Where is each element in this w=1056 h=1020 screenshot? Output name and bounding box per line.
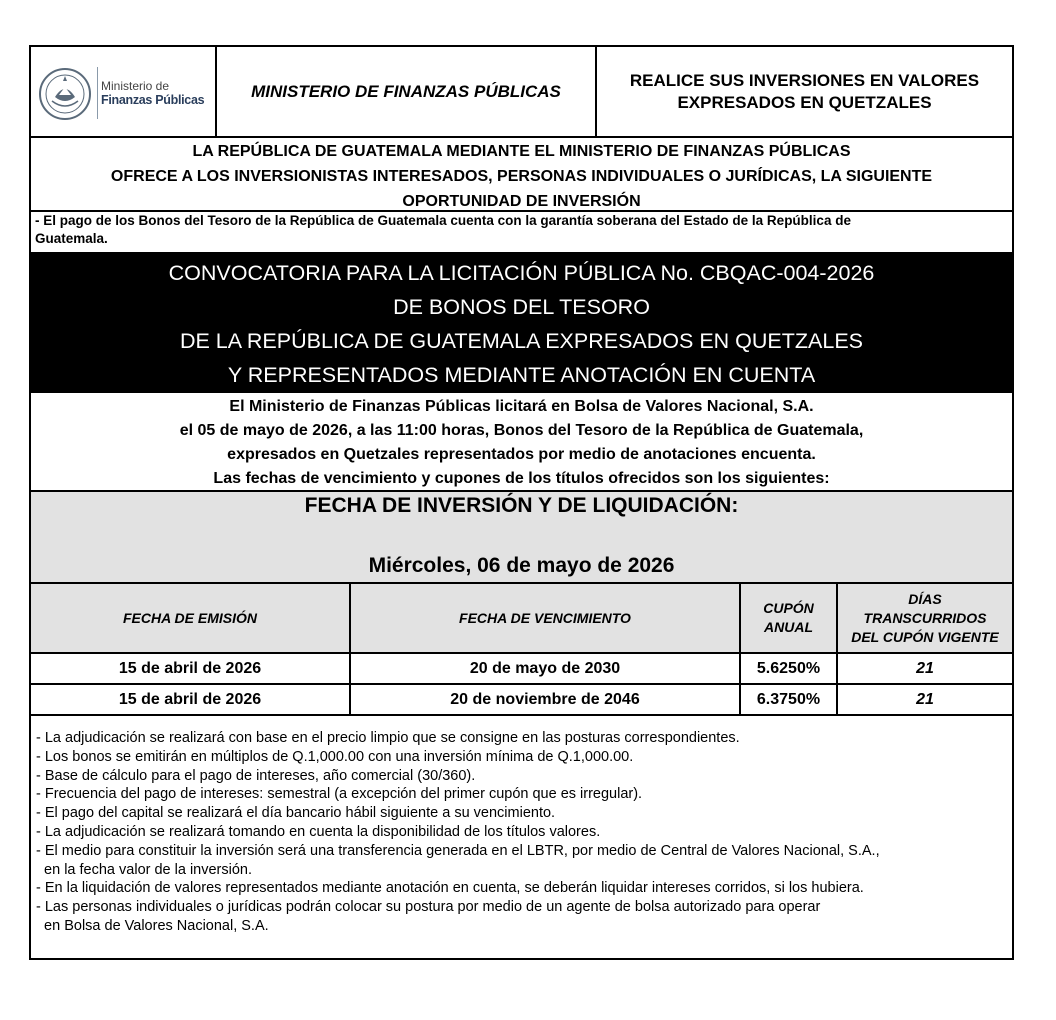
logo-line-1: Ministerio de [101,79,170,93]
header-days-line-3: DEL CUPÓN VIGENTE [851,628,999,645]
row1-coupon: 5.6250% [756,659,821,677]
header-days-line-2: TRANSCURRIDOS [863,609,987,626]
settlement-title: FECHA DE INVERSIÓN Y DE LIQUIDACIÓN: [304,494,739,517]
description-line-1: El Ministerio de Finanzas Públicas licitará en Bolsa de Valores Nacional, S.A. [229,398,814,415]
note-item: - Frecuencia del pago de intereses: semestral (a excepción del primer cupón que es irregular). [36,786,643,803]
note-item: - Las personas individuales o jurídicas podrán colocar su postura por medio de un agente de bolsa autorizado para operar [36,899,821,916]
guarantee-line-1: - El pago de los Bonos del Tesoro de la República de Guatemala cuenta con la garantía soberana del Estado de la República de [35,213,851,228]
note-item: - Los bonos se emitirán en múltiplos de Q.1,000.00 con una inversión mínima de Q.1,000.00. [36,748,634,765]
intro-line-3: OPORTUNIDAD DE INVERSIÓN [402,193,641,210]
description-line-4: Las fechas de vencimiento y cupones de los títulos ofrecidos son los siguientes: [213,470,830,487]
tagline [597,47,1012,136]
coat-of-arms-icon [38,67,92,121]
convocatoria-line-4: Y REPRESENTADOS MEDIANTE ANOTACIÓN EN CUENTA [227,363,816,387]
ministry-title: MINISTERIO DE FINANZAS PÚBLICAS [251,81,561,101]
note-item: - La adjudicación se realizará con base en el precio limpio que se consigne en las posturas correspondientes. [36,730,740,746]
note-item: - La adjudicación se realizará tomando en cuenta la disponibilidad de los títulos valores. [36,823,601,840]
description-line-3: expresados en Quetzales representados por medio de anotaciones encuenta. [227,446,816,463]
note-item: en la fecha valor de la inversión. [36,861,253,878]
description-line-2: el 05 de mayo de 2026, a las 11:00 horas, Bonos del Tesoro de la República de Guatemala, [179,422,864,439]
row1-emission: 15 de abril de 2026 [118,659,262,677]
intro-block [31,139,1012,215]
notes-list [31,719,1012,954]
row2-coupon: 6.3750% [756,690,821,708]
row2-maturity: 20 de noviembre de 2046 [450,690,640,708]
logo-text [101,79,204,107]
tagline-line-1: REALICE SUS INVERSIONES EN VALORES [629,70,980,90]
document-frame [29,45,1014,960]
header-maturity: FECHA DE VENCIMIENTO [459,609,631,626]
table-header-row [31,584,1012,652]
convocatoria-banner [31,252,1012,393]
note-item: - El medio para constituir la inversión será una transferencia generada en el LBTR, por medio de Central de Valores Nacional, S.A., [36,842,880,859]
row2-emission: 15 de abril de 2026 [118,690,262,708]
header-coupon-line-1: CUPÓN [763,600,814,616]
header-days [838,584,1012,652]
tagline-line-2: EXPRESADOS EN QUETZALES [677,92,932,112]
header-emission: FECHA DE EMISIÓN [122,609,258,626]
logo-line-2: Finanzas Públicas [101,93,205,107]
intro-line-1: LA REPÚBLICA DE GUATEMALA MEDIANTE EL MINISTERIO DE FINANZAS PÚBLICAS [192,143,851,160]
header-coupon [741,584,836,652]
note-item: en Bolsa de Valores Nacional, S.A. [36,917,269,934]
note-item: - Base de cálculo para el pago de intereses, año comercial (30/360). [36,767,476,784]
row1-days: 21 [916,659,934,677]
logo-divider [97,67,98,119]
convocatoria-line-2: DE BONOS DEL TESORO [393,295,650,319]
intro-line-2: OFRECE A LOS INVERSIONISTAS INTERESADOS, PERSONAS INDIVIDUALES O JURÍDICAS, LA SIGUIENTE [110,168,933,185]
guarantee-note [31,212,1012,252]
convocatoria-line-3: DE LA REPÚBLICA DE GUATEMALA EXPRESADOS EN QUETZALES [179,329,864,353]
guarantee-line-2: Guatemala. [35,231,108,246]
note-item: - El pago del capital se realizará el día bancario hábil siguiente a su vencimiento. [36,805,556,822]
row1-maturity: 20 de mayo de 2030 [469,659,621,677]
convocatoria-line-1: CONVOCATORIA PARA LA LICITACIÓN PÚBLICA No. CBQAC-004-2026 [168,261,875,285]
note-item: - En la liquidación de valores representados mediante anotación en cuenta, se deberán liquidar intereses corridos, si los hubiera. [36,880,864,897]
row2-days: 21 [916,690,934,708]
logo-cell [31,47,215,136]
header-days-line-1: DÍAS [908,590,942,607]
description-block [31,394,1012,492]
settlement-block [31,492,1012,582]
header-coupon-line-2: ANUAL [764,619,813,635]
settlement-date: Miércoles, 06 de mayo de 2026 [368,554,675,577]
